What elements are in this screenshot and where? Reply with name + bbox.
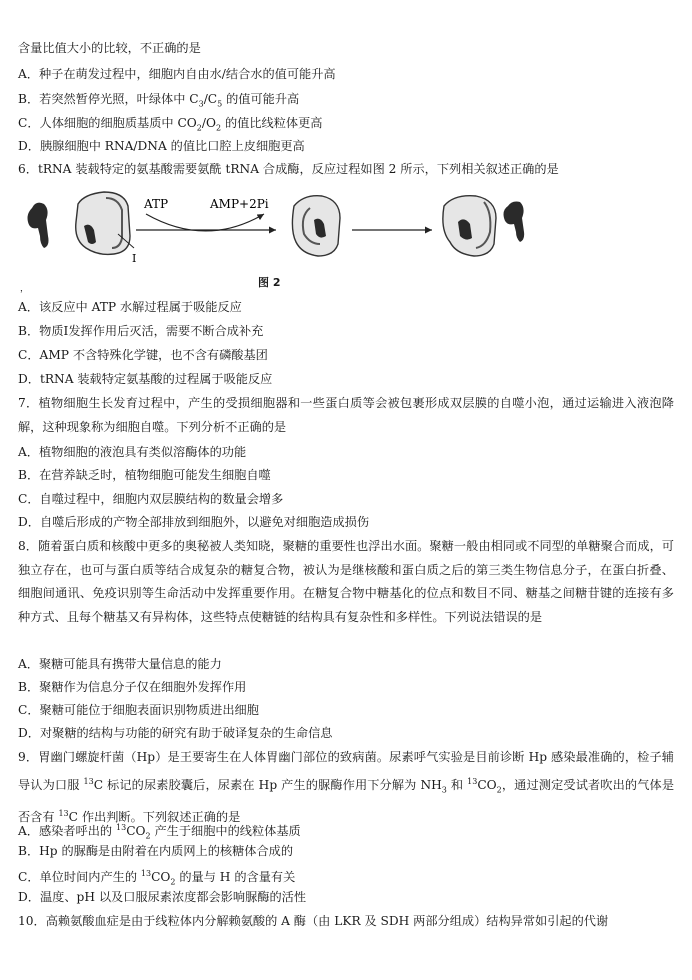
option-9b: B．Hp 的脲酶是由附着在内质网上的核糖体合成的 bbox=[18, 844, 294, 858]
enzyme-shape bbox=[76, 192, 134, 254]
option-1c bbox=[18, 113, 322, 138]
option-6a: A．该反应中 ATP 水解过程属于吸能反应 bbox=[18, 300, 242, 314]
sub: 2 bbox=[496, 785, 502, 794]
option-8a: A．聚糖可能具有携带大量信息的能力 bbox=[18, 657, 222, 671]
option-7b: B．在营养缺乏时，植物细胞可能发生细胞自噬 bbox=[18, 468, 271, 482]
sub: 2 bbox=[170, 877, 176, 887]
sup: 13 bbox=[83, 776, 94, 786]
option-8d: D．对聚糖的结构与功能的研究有助于破译复杂的生命信息 bbox=[18, 726, 333, 740]
option-8c: C．聚糖可能位于细胞表面识别物质进出细胞 bbox=[18, 703, 259, 717]
option-6d: D．tRNA 装载特定氨基酸的过程属于吸能反应 bbox=[18, 372, 273, 386]
option-8b: B．聚糖作为信息分子仅在细胞外发挥作用 bbox=[18, 680, 247, 694]
sup: 13 bbox=[116, 823, 127, 832]
text: B．若突然暂停光照，叶绿体中 C bbox=[18, 92, 199, 106]
atp-curve-arrow bbox=[146, 214, 264, 231]
option-9d: D．温度、pH 以及口服尿素浓度都会影响脲酶的活性 bbox=[18, 890, 307, 904]
option-7d: D．自噬后形成的产物全部排放到细胞外，以避免对细胞造成损伤 bbox=[18, 515, 370, 529]
amino-acid-shape-2 bbox=[504, 202, 525, 243]
option-1a: A．种子在萌发过程中，细胞内自由水/结合水的值可能升高 bbox=[18, 67, 336, 81]
figure-stray-mark: ， bbox=[20, 284, 30, 294]
trna-shape bbox=[443, 196, 496, 256]
question-6: 6．tRNA 装载特定的氨基酸需要氨酰 tRNA 合成酶，反应过程如图 2 所示，下列相关叙述正确的是 bbox=[18, 162, 559, 176]
option-6c: C．AMP 不含特殊化学键，也不含有磷酸基团 bbox=[18, 348, 268, 362]
text: 的值可能升高 bbox=[222, 92, 300, 106]
reaction-figure bbox=[14, 186, 674, 270]
sub: 5 bbox=[217, 99, 223, 109]
sub: 2 bbox=[196, 123, 202, 133]
text: /C bbox=[203, 92, 218, 106]
sub: 3 bbox=[198, 99, 204, 109]
line-1: 含量比值大小的比较，不正确的是 bbox=[18, 41, 201, 55]
text: CO bbox=[151, 870, 171, 885]
text: C．单位时间内产生的 bbox=[18, 870, 141, 885]
text: 9．胃幽门螺旋杆菌（Hp）是王要寄生在人体胃幽门部位的致病菌。尿素呼气实验是目前诊断 Hp 感染最准确的，检子辅导认为口服 bbox=[18, 750, 674, 792]
sub: 2 bbox=[215, 123, 222, 133]
atp-label: ATP bbox=[144, 197, 169, 211]
sub: 3 bbox=[441, 785, 447, 794]
option-7c: C．自噬过程中，细胞内双层膜结构的数量会增多 bbox=[18, 492, 284, 506]
text: C 作出判断。下列叙述正确的是 bbox=[68, 809, 241, 824]
option-6b: B．物质Ⅰ发挥作用后灭活，需要不断合成补充 bbox=[18, 324, 264, 338]
text: CO bbox=[126, 824, 146, 839]
sub: 2 bbox=[145, 831, 151, 841]
text: 的值比线粒体更高 bbox=[221, 116, 323, 130]
text: /O bbox=[201, 116, 216, 130]
figure-caption: 图 2 bbox=[258, 276, 281, 289]
amp-label: AMP+2Pi bbox=[210, 197, 269, 211]
text: C．人体细胞的细胞质基质中 CO bbox=[18, 116, 197, 130]
enzyme-complex-shape bbox=[292, 196, 340, 256]
text: CO bbox=[477, 777, 497, 792]
option-7a: A．植物细胞的液泡具有类似溶酶体的功能 bbox=[18, 445, 247, 459]
sup: 13 bbox=[140, 869, 152, 878]
option-1b bbox=[18, 89, 299, 114]
text: C 标记的尿素胶囊后，尿素在 Hp 产生的脲酶作用下分解为 NH bbox=[93, 777, 442, 792]
sup: 13 bbox=[467, 776, 478, 786]
text: 的量与 H 的含量有关 bbox=[175, 870, 296, 885]
question-9 bbox=[18, 746, 674, 829]
amino-acid-shape bbox=[28, 203, 49, 248]
question-10: 10．高赖氨酸血症是由于线粒体内分解赖氨酸的 A 酶（由 LKR 及 SDH 两部分组成）结构异常如引起的代谢 bbox=[18, 914, 609, 928]
sup: 13 bbox=[58, 808, 69, 818]
text: A．感染者呼出的 bbox=[18, 824, 116, 839]
enzyme-marker-label: Ⅰ bbox=[132, 252, 137, 265]
text: ，通过测定受试者吹出的气体是否含有 bbox=[18, 777, 675, 824]
text: 和 bbox=[446, 777, 468, 792]
text: 产生于细胞中的线粒体基质 bbox=[150, 824, 301, 839]
question-8: 8．随着蛋白质和核酸中更多的奥秘被人类知晓，聚糖的重要性也浮出水面。聚糖一般由相同或不同型的单糖聚合而成，可独立存在，也可与蛋白质等结合成复杂的糖复合物，被认为是继核酸和蛋白质之后的第三类生物信息分子，在蛋白折叠、细胞间通讯、免疫识别等生命活动中发挥重要作用。在糖复合物中糖基化的位点和数目不同、糖基之间糖苷键的连接有多种方式、且每个糖基又有异构体，这些特点使糖链的结构具有复杂性和多样性。下列说法错误的是 bbox=[18, 539, 674, 624]
option-1d: D．胰腺细胞中 RNA/DNA 的值比口腔上皮细胞更高 bbox=[18, 139, 305, 153]
question-7: 7．植物细胞生长发育过程中，产生的受损细胞器和一些蛋白质等会被包裹形成双层膜的自噬小泡，通过运输进入液泡降解，这种现象称为细胞自噬。下列分析不正确的是 bbox=[18, 396, 674, 434]
